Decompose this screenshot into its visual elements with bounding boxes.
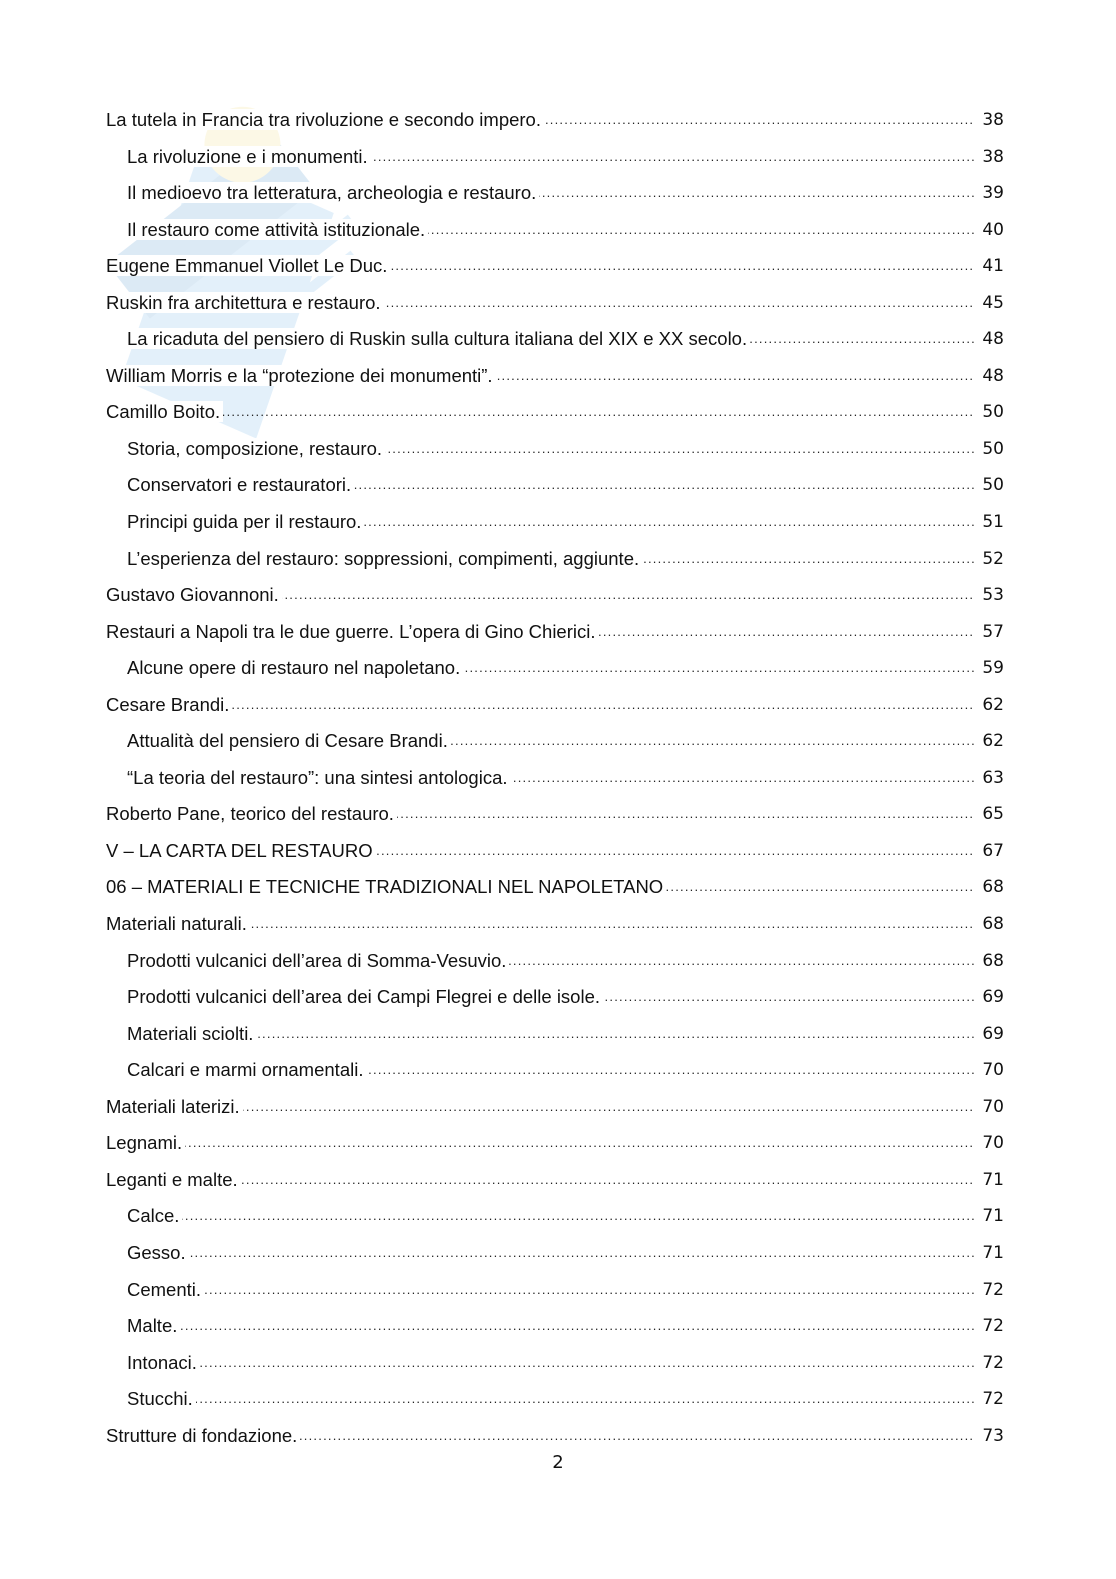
toc-entry-title: Ruskin fra architettura e restauro. <box>106 292 384 313</box>
toc-entry-page: 72 <box>979 1345 1004 1381</box>
toc-entry[interactable] <box>106 796 1004 833</box>
toc-entry[interactable] <box>106 102 1004 139</box>
toc-entry-title: Stucchi. <box>127 1388 196 1409</box>
toc-entry-page: 70 <box>979 1089 1004 1125</box>
toc-entry[interactable] <box>106 1125 1004 1162</box>
toc-entry-page: 50 <box>979 431 1004 467</box>
toc-entry[interactable] <box>106 394 1004 431</box>
toc-entry[interactable] <box>106 979 1004 1016</box>
toc-entry-page: 53 <box>979 577 1004 613</box>
toc-entry-title: William Morris e la “protezione dei monumenti”. <box>106 365 496 386</box>
toc-entry-page: 68 <box>979 906 1004 942</box>
dot-leader <box>127 1272 974 1308</box>
toc-entry-title: Prodotti vulcanici dell’area di Somma-Vesuvio. <box>127 950 509 971</box>
toc-entry-title: Il restauro come attività istituzionale. <box>127 219 428 240</box>
dot-leader <box>127 1198 974 1234</box>
toc-entry-title: Camillo Boito. <box>106 401 223 422</box>
toc-entry-title: Prodotti vulcanici dell’area dei Campi Flegrei e delle isole. <box>127 986 603 1007</box>
toc-entry[interactable] <box>106 358 1004 395</box>
toc-entry-page: 70 <box>979 1052 1004 1088</box>
toc-entry-title: Conservatori e restauratori. <box>127 474 354 495</box>
toc-entry-page: 39 <box>979 175 1004 211</box>
toc-entry[interactable] <box>106 906 1004 943</box>
toc-entry-page: 59 <box>979 650 1004 686</box>
toc-entry-title: Strutture di fondazione. <box>106 1425 300 1446</box>
toc-entry[interactable] <box>106 1272 1004 1309</box>
toc-entry-title: Cesare Brandi. <box>106 694 232 715</box>
toc-entry[interactable] <box>106 614 1004 651</box>
toc-entry[interactable] <box>106 1345 1004 1382</box>
toc-entry-page: 69 <box>979 1016 1004 1052</box>
toc-entry-page: 51 <box>979 504 1004 540</box>
toc-entry-page: 50 <box>979 467 1004 503</box>
toc-entry-title: Alcune opere di restauro nel napoletano. <box>127 657 463 678</box>
toc-entry-title: Materiali laterizi. <box>106 1096 243 1117</box>
dot-leader <box>127 1308 974 1344</box>
toc-entry-page: 70 <box>979 1125 1004 1161</box>
toc-entry-title: La ricaduta del pensiero di Ruskin sulla cultura italiana del XIX e XX secolo. <box>127 328 750 349</box>
toc-entry-page: 52 <box>979 541 1004 577</box>
toc-entry-page: 65 <box>979 796 1004 832</box>
toc-entry-page: 72 <box>979 1381 1004 1417</box>
toc-entry-title: Eugene Emmanuel Viollet Le Duc. <box>106 255 390 276</box>
dot-leader <box>127 1235 974 1271</box>
toc-entry-page: 72 <box>979 1308 1004 1344</box>
toc-entry-page: 40 <box>979 212 1004 248</box>
toc-entry[interactable] <box>106 321 1004 358</box>
toc-entry-title: Restauri a Napoli tra le due guerre. L’opera di Gino Chierici. <box>106 621 598 642</box>
toc-entry-title: Calce. <box>127 1205 182 1226</box>
toc-entry-page: 67 <box>979 833 1004 869</box>
toc-entry[interactable] <box>106 1162 1004 1199</box>
toc-entry[interactable] <box>106 1381 1004 1418</box>
toc-entry-title: Malte. <box>127 1315 180 1336</box>
page-number: 2 <box>552 1452 564 1473</box>
toc-entry-title: La tutela in Francia tra rivoluzione e secondo impero. <box>106 109 544 130</box>
toc-entry-page: 72 <box>979 1272 1004 1308</box>
toc-entry-title: Cementi. <box>127 1279 204 1300</box>
toc-entry-page: 62 <box>979 723 1004 759</box>
toc-entry[interactable] <box>106 650 1004 687</box>
toc-entry-page: 48 <box>979 358 1004 394</box>
toc-entry[interactable] <box>106 1235 1004 1272</box>
toc-entry-page: 73 <box>979 1418 1004 1454</box>
toc-entry[interactable] <box>106 869 1004 906</box>
toc-entry-title: 06 – MATERIALI E TECNICHE TRADIZIONALI NEL NAPOLETANO <box>106 876 666 897</box>
dot-leader <box>106 394 974 430</box>
toc-entry-title: “La teoria del restauro”: una sintesi antologica. <box>127 767 511 788</box>
toc-entry-title: Principi guida per il restauro. <box>127 511 364 532</box>
toc-entry-title: V – LA CARTA DEL RESTAURO <box>106 840 376 861</box>
toc-entry-page: 38 <box>979 102 1004 138</box>
toc-entry-title: Gustavo Giovannoni. <box>106 584 282 605</box>
toc-entry-title: La rivoluzione e i monumenti. <box>127 146 371 167</box>
toc-entry[interactable] <box>106 1198 1004 1235</box>
toc-entry[interactable] <box>106 212 1004 249</box>
toc-entry-page: 71 <box>979 1235 1004 1271</box>
dot-leader <box>127 1345 974 1381</box>
toc-entry-page: 38 <box>979 139 1004 175</box>
toc-entry-page: 68 <box>979 943 1004 979</box>
dot-leader <box>127 1381 974 1417</box>
toc-entry-title: Legnami. <box>106 1132 185 1153</box>
toc-entry-title: Gesso. <box>127 1242 189 1263</box>
toc-entry-page: 71 <box>979 1198 1004 1234</box>
toc-entry[interactable] <box>106 541 1004 578</box>
toc-entry-page: 63 <box>979 760 1004 796</box>
dot-leader <box>106 687 974 723</box>
toc-entry-title: Calcari e marmi ornamentali. <box>127 1059 366 1080</box>
toc-entry[interactable] <box>106 285 1004 322</box>
toc-entry-title: Leganti e malte. <box>106 1169 241 1190</box>
toc-entry[interactable] <box>106 175 1004 212</box>
toc-entry[interactable] <box>106 504 1004 541</box>
toc-entry[interactable] <box>106 1052 1004 1089</box>
toc-entry-title: Roberto Pane, teorico del restauro. <box>106 803 397 824</box>
toc-entry-title: Intonaci. <box>127 1352 200 1373</box>
toc-entry-page: 48 <box>979 321 1004 357</box>
toc-entry[interactable] <box>106 431 1004 468</box>
toc-entry[interactable] <box>106 1089 1004 1126</box>
toc-entry[interactable] <box>106 467 1004 504</box>
toc-entry-page: 41 <box>979 248 1004 284</box>
toc-entry-page: 45 <box>979 285 1004 321</box>
toc-entry[interactable] <box>106 1418 1004 1455</box>
toc-entry[interactable] <box>106 943 1004 980</box>
toc-entry-page: 50 <box>979 394 1004 430</box>
toc-entry-page: 62 <box>979 687 1004 723</box>
toc-entry-title: Attualità del pensiero di Cesare Brandi. <box>127 730 451 751</box>
toc-entry[interactable] <box>106 1308 1004 1345</box>
dot-leader <box>106 1125 974 1161</box>
toc-entry-page: 57 <box>979 614 1004 650</box>
toc-entry-page: 71 <box>979 1162 1004 1198</box>
toc-entry-title: L’esperienza del restauro: soppressioni, compimenti, aggiunte. <box>127 548 642 569</box>
toc-entry-title: Storia, composizione, restauro. <box>127 438 385 459</box>
toc-entry-page: 69 <box>979 979 1004 1015</box>
toc-entry[interactable] <box>106 687 1004 724</box>
toc-entry[interactable] <box>106 248 1004 285</box>
toc-entry-title: Materiali sciolti. <box>127 1023 256 1044</box>
toc-entry[interactable] <box>106 723 1004 760</box>
toc-entry-title: Il medioevo tra letteratura, archeologia e restauro. <box>127 182 539 203</box>
toc-entry[interactable] <box>106 1016 1004 1053</box>
toc-entry-title: Materiali naturali. <box>106 913 250 934</box>
toc-entry[interactable] <box>106 760 1004 797</box>
toc-entry-page: 68 <box>979 869 1004 905</box>
toc-entry[interactable] <box>106 139 1004 176</box>
toc-entry[interactable] <box>106 833 1004 870</box>
toc-entry[interactable] <box>106 577 1004 614</box>
table-of-contents <box>106 102 1004 1454</box>
